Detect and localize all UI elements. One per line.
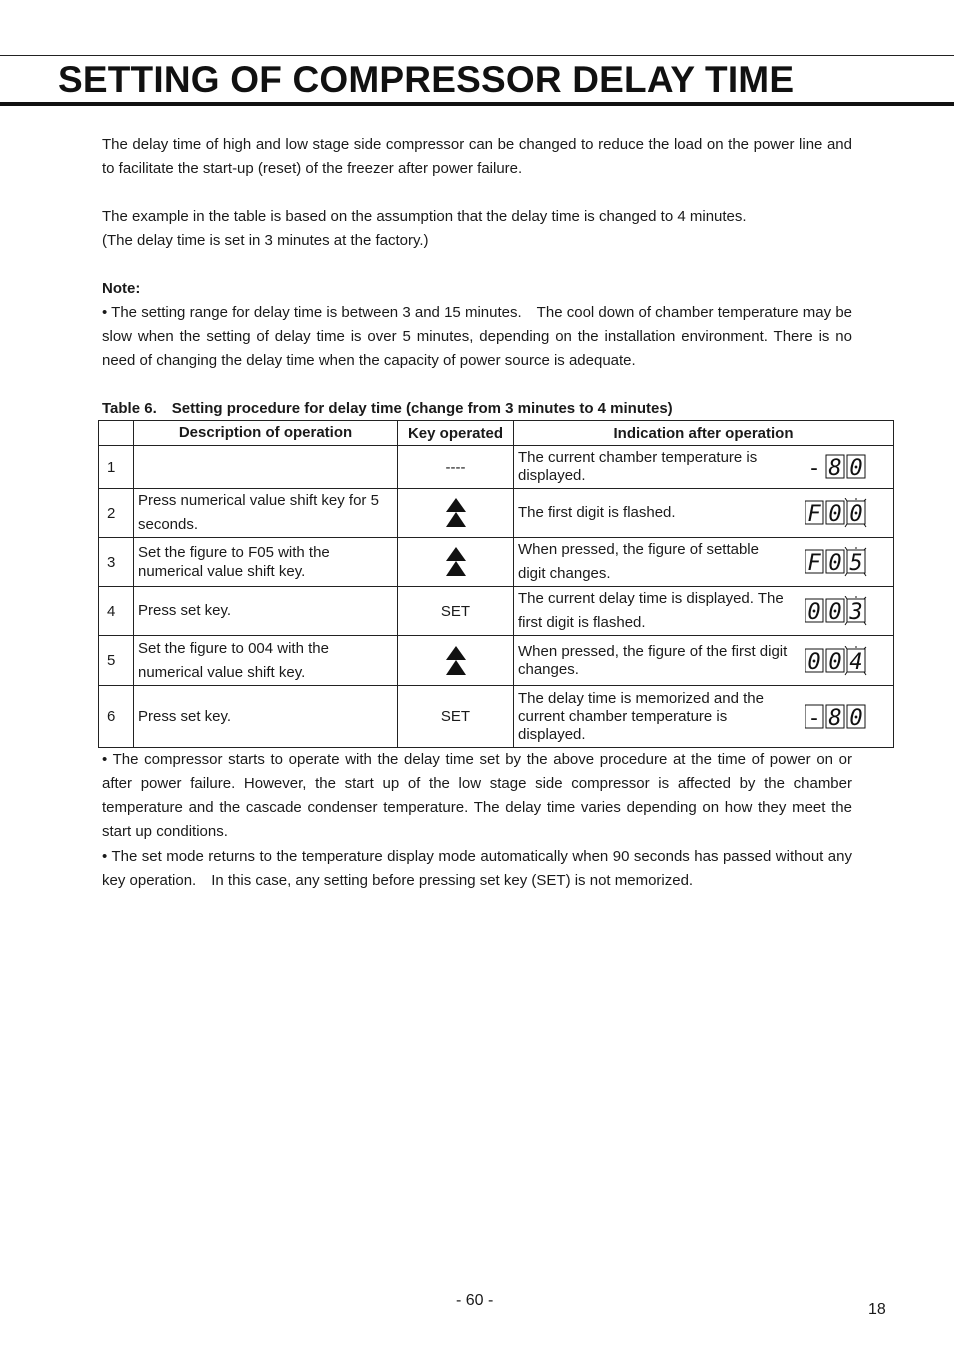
indication-text: When pressed, the figure of settable digit changes. (518, 541, 759, 582)
row-description: Set the figure to 004 with the numerical value shift key. (134, 636, 398, 686)
lcd-display (805, 547, 867, 577)
row-number: 5 (99, 636, 134, 686)
table-header-row (99, 421, 894, 446)
lcd-display (805, 498, 867, 528)
page-title: SETTING OF COMPRESSOR DELAY TIME (58, 59, 795, 100)
lcd-digit: 0 (828, 600, 842, 625)
indication-text: The first digit is flashed. (518, 504, 676, 521)
indication-text: The current chamber temperature is displayed. (518, 449, 758, 484)
table-row (99, 446, 894, 489)
lcd-digit: 3 (849, 600, 863, 625)
factory-paragraph: (The delay time is set in 3 minutes at the factory.) (102, 232, 429, 249)
table-row (99, 538, 894, 587)
procedure-table (98, 420, 894, 748)
page-number: - 60 - (456, 1292, 494, 1309)
after-paragraph-2: • The set mode returns to the temperature display mode automatically when 90 seconds has passed without any key operation. In this case, any setting before pressing set key (SET) is not memorized. (102, 848, 852, 889)
row-number: 3 (99, 538, 134, 587)
table-row (99, 636, 894, 686)
row-indication (514, 446, 894, 489)
row-description: Set the figure to F05 with the numerical value shift key. (134, 538, 398, 587)
lcd-digit: - (807, 705, 821, 731)
lcd-display (805, 702, 867, 732)
intro-paragraph: The delay time of high and low stage side compressor can be changed to reduce the load on the power line and to facilitate the start-up (reset) of the freezer after power failure. (102, 136, 852, 177)
table-row (99, 489, 894, 538)
row-description: Press numerical value shift key for 5 seconds. (134, 489, 398, 538)
row-number: 4 (99, 587, 134, 636)
row-description: Press set key. (134, 686, 398, 748)
indication-text: When pressed, the figure of the first digit changes. (518, 642, 788, 678)
table-row (99, 686, 894, 748)
table-caption: Table 6. Setting procedure for delay time (change from 3 minutes to 4 minutes) (102, 400, 673, 417)
lcd-digit: 4 (849, 649, 863, 675)
top-rule (0, 55, 954, 56)
lcd-digit: 0 (828, 502, 842, 527)
lcd-digit: 0 (828, 551, 842, 576)
lcd-digit: 0 (849, 456, 863, 481)
lcd-digit: 5 (849, 551, 863, 576)
row-indication (514, 636, 894, 686)
row-indication (514, 587, 894, 636)
row-number: 2 (99, 489, 134, 538)
lcd-digit: - (807, 456, 821, 481)
row-key: ---- (398, 446, 514, 489)
lcd-digit: F (807, 551, 821, 576)
row-key (398, 636, 514, 686)
lcd-digit: 0 (807, 649, 821, 675)
row-description: Press set key. (134, 587, 398, 636)
row-number: 1 (99, 446, 134, 489)
lcd-display (805, 452, 867, 482)
lcd-digit: 0 (828, 649, 842, 675)
lcd-display (805, 596, 867, 626)
indication-text: The current delay time is displayed. The first digit is flashed. (518, 590, 784, 631)
header-indication: Indication after operation (514, 421, 894, 446)
table-row (99, 587, 894, 636)
row-indication (514, 538, 894, 587)
row-key (398, 538, 514, 587)
shift-key-icon (445, 547, 467, 577)
lcd-digit: 8 (828, 456, 842, 481)
lcd-digit: 8 (828, 705, 842, 731)
row-description (134, 446, 398, 489)
side-page-number: 18 (868, 1301, 886, 1318)
row-key (398, 489, 514, 538)
lcd-digit: 0 (849, 502, 863, 527)
row-indication (514, 489, 894, 538)
note-label: Note: (102, 280, 141, 297)
set-key-label: SET (398, 686, 514, 748)
header-key: Key operated (398, 421, 514, 446)
shift-key-icon (445, 498, 467, 528)
shift-key-icon (445, 646, 467, 676)
title-rule (0, 102, 954, 106)
lcd-display (805, 646, 867, 676)
after-paragraph-1: • The compressor starts to operate with the delay time set by the above procedure at the time of power on or after power failure. However, the start up of the low stage side compressor is affected by the chamber temperature and the cascade condenser temperature. The delay time varies depending on how they meet the start up conditions. (102, 751, 852, 840)
indication-text: The delay time is memorized and the current chamber temperature is displayed. (518, 689, 764, 743)
set-key-label: SET (398, 587, 514, 636)
example-paragraph: The example in the table is based on the assumption that the delay time is changed to 4 minutes. (102, 208, 747, 225)
row-indication (514, 686, 894, 748)
note-body: • The setting range for delay time is between 3 and 15 minutes. The cool down of chamber temperature may be slow when the setting of delay time is over 5 minutes, depending on the installation environment. There is no need of changing the delay time when the capacity of power source is adequate. (102, 304, 852, 369)
header-num (99, 421, 134, 446)
lcd-digit: 0 (849, 705, 863, 731)
row-number: 6 (99, 686, 134, 748)
lcd-digit: 0 (807, 600, 821, 625)
lcd-digit: F (807, 502, 821, 527)
header-description: Description of operation (134, 421, 398, 446)
